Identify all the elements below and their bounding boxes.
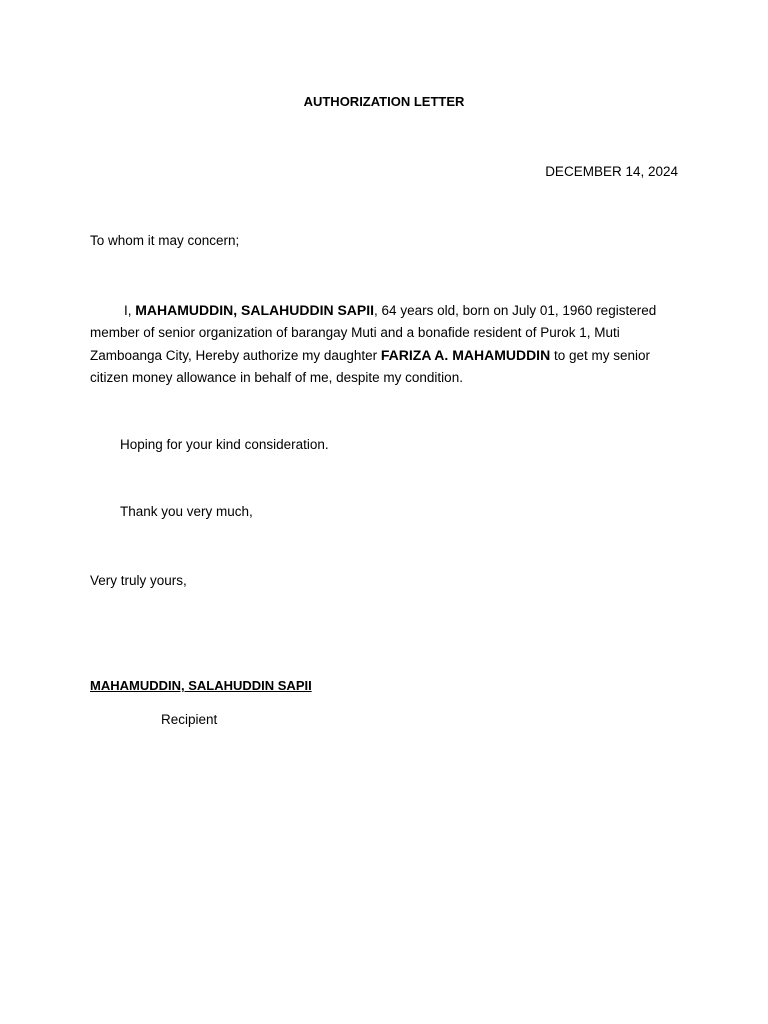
letter-date: DECEMBER 14, 2024	[545, 164, 678, 179]
body-text-middle: , 64 years old, born on July 01, 1960 registered member of senior organization of barangay Muti and a bonafide resident of Purok 1, Muti Zamboanga City, Hereby authorize my daughter	[90, 303, 657, 363]
salutation: To whom it may concern;	[90, 233, 240, 248]
grantor-name: MAHAMUDDIN, SALAHUDDIN SAPII	[135, 302, 375, 318]
thanks-line: Thank you very much,	[120, 504, 253, 519]
signature-role: Recipient	[161, 712, 218, 727]
authorized-name: FARIZA A. MAHAMUDDIN	[380, 347, 551, 363]
body-text-end: to get my senior citizen money allowance in behalf of me, despite my condition.	[90, 348, 650, 385]
body-paragraph	[90, 299, 680, 389]
signature-name: MAHAMUDDIN, SALAHUDDIN SAPII	[90, 678, 312, 693]
closing-line: Very truly yours,	[90, 573, 187, 588]
hoping-line: Hoping for your kind consideration.	[120, 437, 329, 452]
body-text-intro: I,	[124, 303, 136, 318]
letter-title: AUTHORIZATION LETTER	[303, 94, 465, 109]
